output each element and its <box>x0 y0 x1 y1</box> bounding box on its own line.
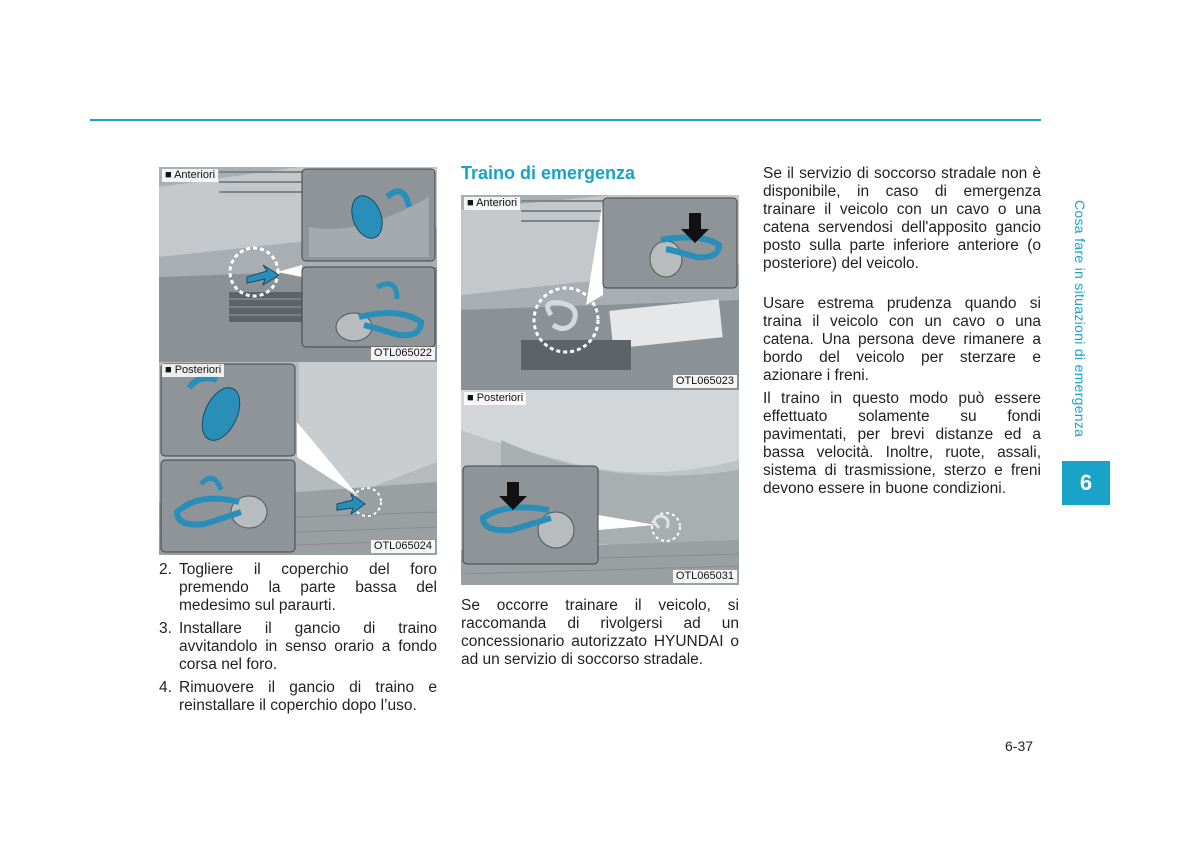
list-item <box>159 679 437 715</box>
step-number: 4. <box>159 679 172 696</box>
front-hook-illustration <box>461 195 739 390</box>
figure-label: ■ Anteriori <box>162 169 218 182</box>
figure-code: OTL065031 <box>673 570 737 583</box>
step-number: 2. <box>159 561 172 578</box>
list-item <box>159 620 437 674</box>
section-title: Traino di emergenza <box>461 163 636 183</box>
figure-label: ■ Posteriori <box>464 392 526 405</box>
rear-bumper-illustration <box>159 362 437 555</box>
step-number: 3. <box>159 620 172 637</box>
paragraph: Se il servizio di soccorso stradale non è disponibile, in caso di emergenza trainare il veicolo con un cavo o una catena servendosi dell'apposito gancio posto sulla parte inferiore anteriore (o posteriore) del veicolo. <box>763 165 1041 272</box>
rear-hook-illustration <box>461 390 739 585</box>
figure-code: OTL065024 <box>371 540 435 553</box>
figure-front-hook <box>461 195 739 390</box>
figure-front-cover <box>159 167 437 362</box>
figure-rear-hook <box>461 390 739 585</box>
page-number: 6-37 <box>1005 738 1034 754</box>
figure-rear-cover <box>159 362 437 555</box>
step-text: Installare il gancio di traino avvitandolo in senso orario a fondo corsa nel foro. <box>179 620 437 673</box>
front-bumper-illustration <box>159 167 437 362</box>
list-item <box>159 561 437 615</box>
paragraph: Il traino in questo modo può essere effettuato solamente su fondi pavimentati, per brevi distanze ed a bassa velocità. Inoltre, ruote, assali, sistema di trasmissione, sterzo e freni devono essere in buone condizioni. <box>763 390 1041 497</box>
paragraph: Usare estrema prudenza quando si traina il veicolo con un cavo o una catena. Una persona deve rimanere a bordo del veicolo per sterzare e azionare i freni. <box>763 295 1041 384</box>
step-text: Rimuovere il gancio di traino e reinstallare il coperchio dopo l’uso. <box>179 679 437 714</box>
chapter-number-tab: 6 <box>1062 461 1110 505</box>
figure-code: OTL065023 <box>673 375 737 388</box>
step-text: Togliere il coperchio del foro premendo la parte bassa del medesimo sul paraurti. <box>179 561 437 614</box>
chapter-side-title: Cosa fare in situazioni di emergenza <box>1072 200 1088 438</box>
figure-label: ■ Anteriori <box>464 197 520 210</box>
steps-list <box>159 561 437 720</box>
figure-label: ■ Posteriori <box>162 364 224 377</box>
top-rule <box>90 119 1041 121</box>
figure-code: OTL065022 <box>371 347 435 360</box>
section-intro: Se occorre trainare il veicolo, si raccomanda di rivolgersi ad un concessionario autorizzato HYUNDAI o ad un servizio di soccorso stradale. <box>461 597 739 668</box>
